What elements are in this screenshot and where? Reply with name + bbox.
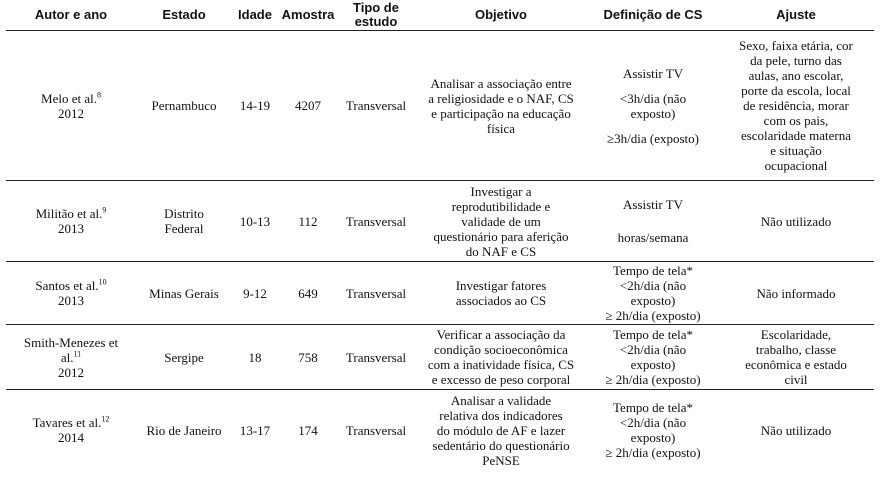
- header-tipo: Tipo de estudo: [338, 0, 414, 31]
- header-amostra: Amostra: [278, 0, 338, 31]
- cell-objetivo: Verificar a associação da condição socioeconômica com a inatividade física, CS e excesso de peso corporal: [414, 325, 588, 390]
- cell-tipo: Transversal: [338, 31, 414, 181]
- cell-autor: [6, 181, 136, 262]
- cell-objetivo: Analisar a validade relativa dos indicadores do módulo de AF e lazer sedentário do questionário PeNSE: [432, 392, 570, 468]
- cell-estado: Rio de Janeiro: [146, 422, 222, 438]
- header-objetivo: Objetivo: [414, 0, 588, 31]
- cell-ajuste: Escolaridade, trabalho, classe econômica e estado civil: [718, 325, 874, 390]
- cell-idade: 13-17: [239, 422, 271, 438]
- author-year: 2013: [58, 293, 84, 308]
- header-ajuste: Ajuste: [718, 0, 874, 31]
- cell-objetivo: Investigar fatores associados ao CS: [414, 262, 588, 325]
- cell-autor: [6, 31, 136, 181]
- cell-cs: [588, 181, 718, 262]
- cell-autor: [6, 390, 136, 471]
- author-name: Melo et al.: [41, 90, 97, 106]
- studies-table: [6, 0, 874, 470]
- cs-line: <3h/dia (não exposto): [619, 90, 687, 121]
- author-year: 2014: [58, 430, 84, 445]
- author-name: Tavares et al.: [32, 415, 102, 430]
- cell-amostra: 112: [278, 181, 338, 262]
- author-name: Militão et al.: [35, 206, 103, 221]
- cell-autor: [6, 325, 136, 390]
- reference-number: 10: [98, 277, 107, 287]
- cell-tipo: Transversal: [338, 262, 414, 325]
- cell-amostra: 4207: [278, 31, 338, 181]
- header-autor: Autor e ano: [6, 0, 136, 31]
- cell-estado: Distrito Federal: [136, 181, 232, 262]
- cell-autor: [6, 262, 136, 325]
- header-cs: Definição de CS: [588, 0, 718, 31]
- cs-line: ≥3h/dia (exposto): [607, 130, 699, 146]
- reference-number: 11: [73, 349, 82, 359]
- cell-amostra: 649: [278, 262, 338, 325]
- reference-number: 8: [96, 90, 101, 100]
- cell-tipo: Transversal: [338, 325, 414, 390]
- cell-ajuste: Sexo, faixa etária, cor da pele, turno das aulas, ano escolar, porte da escola, local de residência, morar com os pais, escolaridade materna e situação ocupacional: [718, 31, 874, 181]
- cell-ajuste: Não utilizado: [760, 422, 832, 438]
- cell-ajuste: Não informado: [718, 262, 874, 325]
- author-year: 2013: [58, 221, 84, 236]
- table-row: [6, 390, 874, 471]
- cell-tipo: Transversal: [338, 181, 414, 262]
- cell-cs: Tempo de tela* <2h/dia (não exposto) ≥ 2h/dia (exposto): [588, 262, 718, 325]
- cell-estado: Pernambuco: [136, 31, 232, 181]
- header-row: [6, 0, 874, 31]
- table-row: [6, 31, 874, 181]
- cell-idade: 18: [232, 325, 278, 390]
- reference-number: 12: [101, 414, 110, 424]
- cell-ajuste: Não utilizado: [718, 181, 874, 262]
- cs-line: Assistir TV: [622, 65, 684, 81]
- cell-idade: 14-19: [232, 31, 278, 181]
- table-row: [6, 262, 874, 325]
- cell-cs: [588, 31, 718, 181]
- cell-amostra: 758: [278, 325, 338, 390]
- cell-objetivo: Analisar a associação entre a religiosidade e o NAF, CS e participação na educação física: [414, 31, 588, 181]
- cs-line: horas/semana: [617, 230, 689, 245]
- table-row: [6, 325, 874, 390]
- author-year: 2012: [58, 364, 84, 380]
- author-year: 2012: [58, 105, 84, 121]
- cell-idade: 10-13: [232, 181, 278, 262]
- table-row: [6, 181, 874, 262]
- cell-tipo: Transversal: [345, 422, 407, 438]
- cell-cs: Tempo de tela* <2h/dia (não exposto) ≥ 2h/dia (exposto): [605, 400, 701, 460]
- cell-estado: Minas Gerais: [136, 262, 232, 325]
- cell-cs: Tempo de tela* <2h/dia (não exposto) ≥ 2h/dia (exposto): [588, 325, 718, 390]
- cell-idade: 9-12: [232, 262, 278, 325]
- header-idade: Idade: [232, 0, 278, 31]
- reference-number: 9: [102, 205, 107, 215]
- header-estado: Estado: [136, 0, 232, 31]
- cell-estado: Sergipe: [136, 325, 232, 390]
- cs-line: Assistir TV: [622, 197, 684, 212]
- author-name: Smith-Menezes et al.: [23, 334, 119, 365]
- author-name: Santos et al.: [35, 278, 99, 293]
- cell-amostra: 174: [298, 422, 318, 438]
- cell-objetivo: Investigar a reprodutibilidade e validade de um questionário para aferição do NAF e CS: [414, 181, 588, 262]
